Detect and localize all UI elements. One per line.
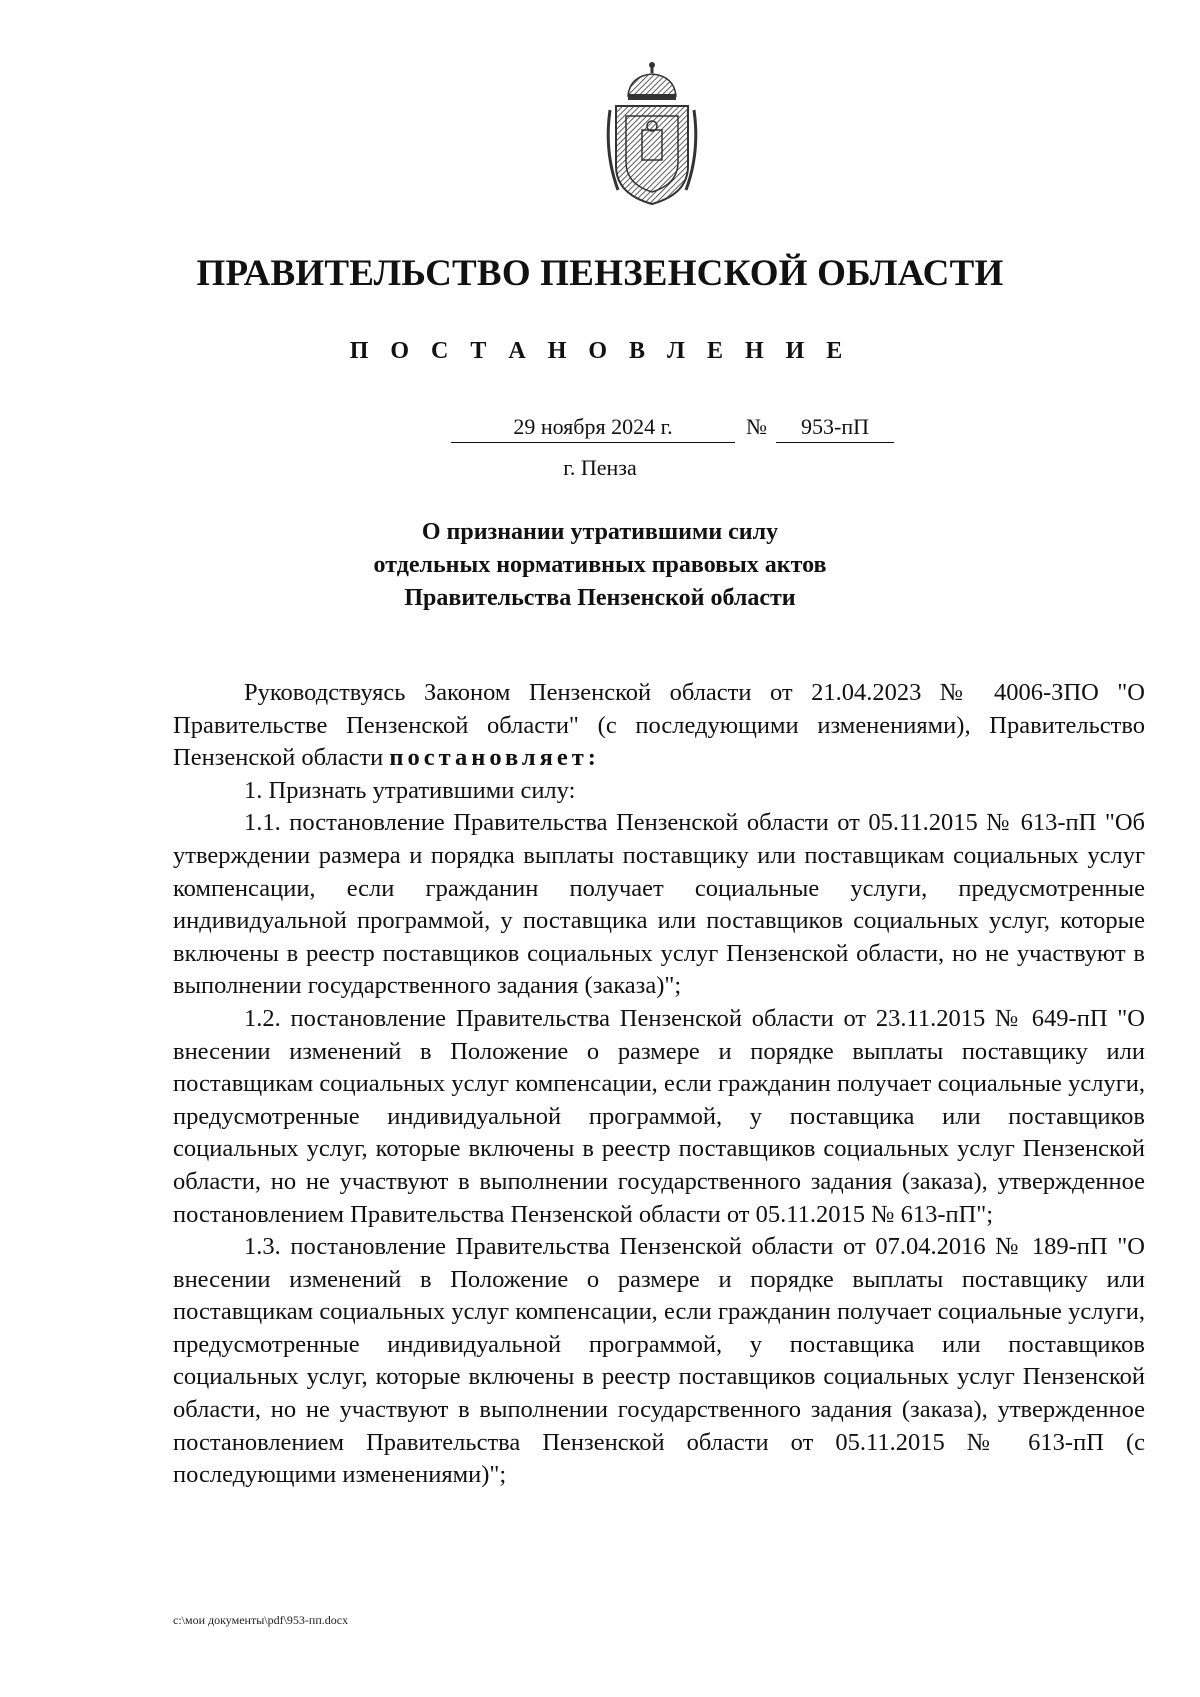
subject-line-3: Правительства Пензенской области [404,585,796,611]
item-1: 1. Признать утратившими силу: [244,776,576,804]
document-date: 29 ноября 2024 г. [451,412,735,443]
subject-line-1: О признании утратившими силу [421,519,779,545]
item-1-1: 1.1. постановление Правительства Пензенской области от 05.11.2015 № 613-пП "Об утверждении размера и порядка выплаты поставщику или поставщикам социальных услуг компенсации, если гражданин получает социальные услуги, предусмотренные индивидуальной программой, у поставщика или поставщиков социальных услуг, которые включены в реестр поставщиков социальных услуг Пензенской области, но не участвуют в выполнении государственного задания (заказа)"; [173,809,1145,1000]
document-number: 953-пП [776,412,894,443]
item-1-3: 1.3. постановление Правительства Пензенской области от 07.04.2016 № 189-пП "О внесении изменений в Положение о размере и порядке выплаты поставщику или поставщикам социальных услуг компенсации, если гражданин получает социальные услуги, предусмотренные индивидуальной программой, у поставщика или поставщиков социальных услуг, которые включены в реестр поставщиков социальных услуг Пензенской области, но не участвуют в выполнении государственного задания (заказа), утвержденное постановлением Правительства Пензенской области от 05.11.2015 № 613-пП (с последующими изменениями)"; [173,1233,1145,1489]
document-type: П О С Т А Н О В Л Е Н И Е [349,338,851,364]
document-body [173,677,1145,1492]
coat-of-arms-icon [606,60,698,208]
subject-line-2: отдельных нормативных правовых актов [373,552,827,578]
preamble-text: Руководствуясь Законом Пензенской области от 21.04.2023 № 4006-ЗПО "О Правительстве Пензенской области" (с последующими изменениями), Правительство Пензенской области [173,679,1145,772]
footer-file-path: c:\мои документы\pdf\953-пп.docx [173,1613,349,1627]
decree-word: постановляет: [389,744,600,772]
organization-title: ПРАВИТЕЛЬСТВО ПЕНЗЕНСКОЙ ОБЛАСТИ [196,253,1004,294]
item-1-2: 1.2. постановление Правительства Пензенской области от 23.11.2015 № 649-пП "О внесении изменений в Положение о размере и порядке выплаты поставщику или поставщикам социальных услуг компенсации, если гражданин получает социальные услуги, предусмотренные индивидуальной программой, у поставщика или поставщиков социальных услуг, которые включены в реестр поставщиков социальных услуг Пензенской области, но не участвуют в выполнении государственного задания (заказа), утвержденное постановлением Правительства Пензенской области от 05.11.2015 № 613-пП"; [173,1004,1145,1228]
number-sign: № [746,414,767,439]
document-city: г. Пенза [563,455,637,480]
document-subject [0,516,1200,615]
preamble-paragraph [173,677,1145,775]
